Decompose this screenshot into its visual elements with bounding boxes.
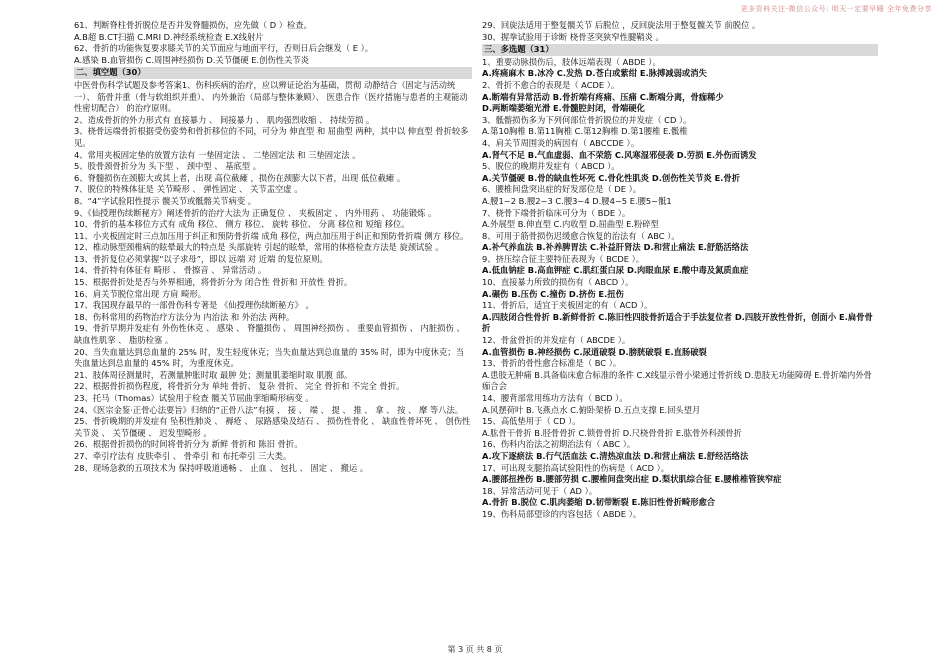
- left-line: 7、脱位的特殊体征是 关节畸形 、 弹性固定 、 关节盂空虚 。: [74, 184, 303, 195]
- right-line: 5、脱位的晚期并发症有（ ABCD ）。: [482, 161, 620, 172]
- left-line: 中医骨伤科学试题及参考答案1、伤科疾病的治疗，应以辨证论治为基础，贯彻 动静结合（固定与活动统一）、 筋骨并重（骨与软组织并重）、 内外兼治（局部与整体兼顾）、 医患合作（医疗措施与患者的主观能动性密切配合） 的治疗原则。: [74, 79, 468, 114]
- right-line: A.骨折 B.脱位 C.肌肉萎缩 D.韧带断裂 E.陈旧性骨折畸形愈合: [482, 497, 716, 508]
- right-line: A.外展型 B.伸直型 C.内收型 D.屈曲型 E.粉碎型: [482, 219, 659, 230]
- right-line: 29、回旋法适用于整复髋关节 后脱位 ，反回旋法用于整复髋关节 前脱位 。: [482, 20, 761, 30]
- right-line: 6、腰椎间盘突出症的好发部位是（ DE ）。: [482, 184, 642, 195]
- right-line: 16、伤科内治法之初期治法有（ ABC ）。: [482, 439, 636, 450]
- right-line: A.风摆荷叶 B.飞燕点水 C.俯卧架桥 D.五点支撑 E.回头望月: [482, 404, 701, 415]
- left-line: 27、牵引疗法有 皮肤牵引 、 骨牵引 和 布托牵引 三大类。: [74, 450, 292, 461]
- left-line: 19、骨折早期并发症有 外伤性休克 、 感染 、 脊髓损伤 、 周围神经损伤 、 重要血管损伤 、 内脏损伤 、 缺血性肌挛 、 脂肪栓塞 。: [74, 323, 465, 346]
- left-line: 12、椎动脉型颈椎病的眩晕最大的特点是 头部旋转 引起的眩晕，常用的体格检查方法是 旋颈试验 。: [74, 242, 444, 253]
- left-line: 5、股骨颈骨折分为 头下型 、 颈中型 、 基底型 。: [74, 161, 262, 172]
- right-line: 12、骨盆骨折的并发症有（ ABCDE ）。: [482, 335, 631, 346]
- right-line: A.肱骨干骨折 B.胫骨骨折 C.锁骨骨折 D.尺桡骨骨折 E.肱骨外科颈骨折: [482, 427, 742, 438]
- left-line: 18、伤科常用的药物治疗方法分为 内治法 和 外治法 两种。: [74, 311, 295, 322]
- left-line: 2、造成骨折的外力形式有 直接暴力 、 间接暴力 、 肌肉强烈收缩 、 持续劳损 。: [74, 114, 375, 125]
- left-line: 14、骨折特有体征有 畸形 、 骨擦音 、 异常活动 。: [74, 265, 267, 276]
- right-line: 17、可出现支腿抬高试验阳性的伤病是（ ACD ）。: [482, 462, 670, 473]
- left-line: 26、根据骨折损伤的时间将骨折分为 新鲜 骨折和 陈旧 骨折。: [74, 439, 303, 450]
- watermark-text: 更多资料关注-微信公众号: 明天一定要早睡 全年免费分享: [740, 5, 932, 13]
- right-line: 13、骨折的骨性愈合标准是（ BC ）。: [482, 358, 622, 369]
- left-line: 13、骨折复位必须掌握“以子求母”，即以 远端 对 近端 的复位原则。: [74, 253, 328, 264]
- left-line: 6、脊髓损伤在颈膨大或其上者，出现 高位截瘫 ，损伤在颈膨大以下者，出现 低位截瘫 。: [74, 172, 406, 183]
- right-line: 30、握拳试验用于诊断 桡骨茎突狭窄性腱鞘炎 。: [482, 31, 664, 42]
- left-line: 9、《仙授理伤续断秘方》阐述骨折的治疗大法为 正确复位 、 夹板固定 、 内外用药 、 功能锻炼 。: [74, 207, 437, 218]
- right-line: 3、骶髂损伤多为下列何部位骨折脱位的并发症（ CD ）。: [482, 114, 692, 125]
- right-line: 15、高低垫用于（ CD ）。: [482, 416, 581, 427]
- right-line: 14、腰背部常用练功方法有（ BCD ）。: [482, 393, 628, 403]
- right-line: 11、骨折后，适宜于夹板固定的有（ ACD ）。: [482, 300, 653, 311]
- right-line: 4、肩关节周围炎的病因有（ ABCCDE ）。: [482, 137, 640, 148]
- left-line: 25、骨折晚期的并发症有 坠积性肺炎 、 褥疮 、 尿路感染及结石 、 损伤性骨化 、 缺血性骨坏死 、 创伤性关节炎 、 关节僵硬 、 迟发型畸形 。: [74, 416, 471, 438]
- left-line: 8、“4”字试验阳性提示 髋关节或骶髂关节病变 。: [74, 195, 257, 206]
- right-line: 7、桡骨下端骨折临床可分为（ BDE ）。: [482, 207, 631, 218]
- left-line: 4、常用夹板固定垫的放置方法有 一垫固定法 、 二垫固定法 和 三垫固定法 。: [74, 149, 361, 160]
- left-line: 20、当失血量达到总血量的 25% 时，发生轻度休克；当失血量达到总血量的 35% 时，即为中度休克；当失血量达到总血量的 45% 时，为重度休克。: [74, 346, 464, 369]
- left-line: 11、小夹板固定时三点加压用于纠正和预防骨折端 成角 移位，两点加压用于纠正和预防骨折端 侧方 移位。: [74, 230, 469, 241]
- right-line: A.疼痛麻木 B.冰冷 C.发热 D.苍白或紫绀 E.脉搏减弱或消失: [482, 68, 707, 79]
- right-line: A.碾伤 B.压伤 C.撞伤 D.挤伤 E.扭伤: [482, 288, 624, 299]
- left-line: 28、现场急救的五项技术为 保持呼吸道通畅 、 止血 、 包扎 、 固定 、 搬运 。: [74, 462, 369, 473]
- left-line: 21、肢体周径测量时，若测量肿胀时取 最肿 处；测量肌萎缩时取 肌腹 部。: [74, 369, 353, 380]
- left-line: A.B超 B.CT扫描 C.MRI D.神经系统检查 E.X线射片: [74, 31, 264, 42]
- right-line: 10、直接暴力所致的损伤有（ ABCD ）。: [482, 277, 634, 288]
- right-line: 18、异常活动可见于（ AD ）。: [482, 485, 598, 496]
- right-line: A.腰1~2 B.腰2~3 C.腰3~4 D.腰4~5 E.腰5~骶1: [482, 195, 672, 206]
- left-line: 17、我国现存最早的一部骨伤科专著是 《仙授理伤续断秘方》 。: [74, 300, 314, 311]
- right-line: A.患肢无肿痛 B.具备临床愈合标准的条件 C.X线显示骨小梁通过骨折线 D.患肢无功能障碍 E.骨折端内外骨痂合会: [482, 369, 872, 392]
- right-line: A.四肢闭合性骨折 B.新鲜骨折 C.陈旧性四肢骨折适合于手法复位者 D.四肢开放性骨折，创面小 E.扁骨骨折: [482, 311, 873, 334]
- left-line: 62、骨折的功能恢复要求膝关节的关节面应与地面平行，否则日后会继发（ E ）。: [74, 43, 374, 54]
- left-line: 23、托马（Thomas）试验用于检查 髋关节屈曲挛缩畸形病变 。: [74, 393, 314, 403]
- right-line: A.腰部扭挫伤 B.腰部劳损 C.腰椎间盘突出症 D.梨状肌综合征 E.腰椎椎管狭窄症: [482, 474, 782, 485]
- right-line: A.低血钠症 B.高血钾症 C.肌红蛋白尿 D.肉眼血尿 E.酸中毒及氮质血症: [482, 265, 749, 276]
- page-footer: 第 3 页 共 8 页: [447, 645, 503, 654]
- right-line: 1、重要动脉损伤后，肢体远端表现（ ABDE ）。: [482, 56, 661, 67]
- right-line: A.补气养血法 B.补养脾胃法 C.补益肝肾法 D.和营止痛法 E.舒筋活络法: [482, 242, 749, 253]
- left-line: A.感染 B.血管损伤 C.周围神经损伤 D.关节僵硬 E.创伤性关节炎: [74, 54, 309, 65]
- right-line: 9、挤压综合征主要特征表现为（ BCDE ）。: [482, 253, 645, 264]
- left-line: 10、骨折的基本移位方式有 成角 移位、 侧方 移位、 旋转 移位、 分离 移位和 短缩 移位。: [74, 219, 410, 230]
- right-line: A.第10胸椎 B.第11胸椎 C.第12胸椎 D.第1腰椎 E.骶椎: [482, 126, 688, 137]
- section-heading: 三、多选题（31）: [482, 44, 878, 56]
- right-line: A.断端有异常活动 B.骨折端有疼痛、压痛 C.断端分离，骨痂稀少: [482, 91, 724, 102]
- left-line: 15、根据骨折处是否与外界相通，将骨折分为 闭合性 骨折和 开放性 骨折。: [74, 277, 353, 288]
- left-line: 24、《医宗金鉴·正骨心法要旨》归纳的“正骨八法”有摸 、 接 、 端 、 提 、 推 、 拿 、 按 、 摩 等八法。: [74, 404, 464, 415]
- left-line: 61、判断脊柱骨折脱位是否并发脊髓损伤，应先做（ D ）检查。: [74, 20, 312, 30]
- right-line: A.关节僵硬 B.骨的缺血性坏死 C.骨化性肌炎 D.创伤性关节炎 E.骨折: [482, 172, 740, 183]
- right-line: A.肾气不足 B.气血虚弱、血不荣筋 C.风寒湿邪侵袭 D.劳损 E.外伤而诱发: [482, 149, 757, 160]
- right-line: A.血管损伤 B.神经损伤 C.尿道破裂 D.膀胱破裂 E.直肠破裂: [482, 346, 707, 357]
- right-line: 2、骨折不愈合的表现是（ ACDE ）。: [482, 79, 620, 90]
- right-line: 8、可用于筋骨损伤迟缓愈合恢复的治法有（ ABC ）。: [482, 230, 680, 241]
- left-line: 3、桡骨远端骨折根据受伤姿势和骨折移位的不同，可分为 伸直型 和 屈曲型 两种，其中以 伸直型 骨折较多见。: [74, 126, 469, 148]
- right-line: A.攻下逐瘀法 B.行气活血法 C.清热凉血法 D.和营止痛法 E.舒经活络法: [482, 450, 749, 461]
- right-line: D.两断端萎缩光滑 E.骨髓腔封闭，骨端硬化: [482, 103, 645, 114]
- left-line: 16、肩关节脱位常出现 方肩 畸形。: [74, 288, 206, 299]
- left-column: [74, 20, 472, 474]
- section-heading: 二、填空题（30）: [74, 67, 472, 79]
- right-column: [482, 20, 878, 521]
- right-line: 19、伤科局部望诊的内容包括（ ABDE ）。: [482, 508, 642, 519]
- left-line: 22、根据骨折损伤程度，将骨折分为 单纯 骨折、 复杂 骨折、 完全 骨折和 不完全 骨折。: [74, 381, 405, 392]
